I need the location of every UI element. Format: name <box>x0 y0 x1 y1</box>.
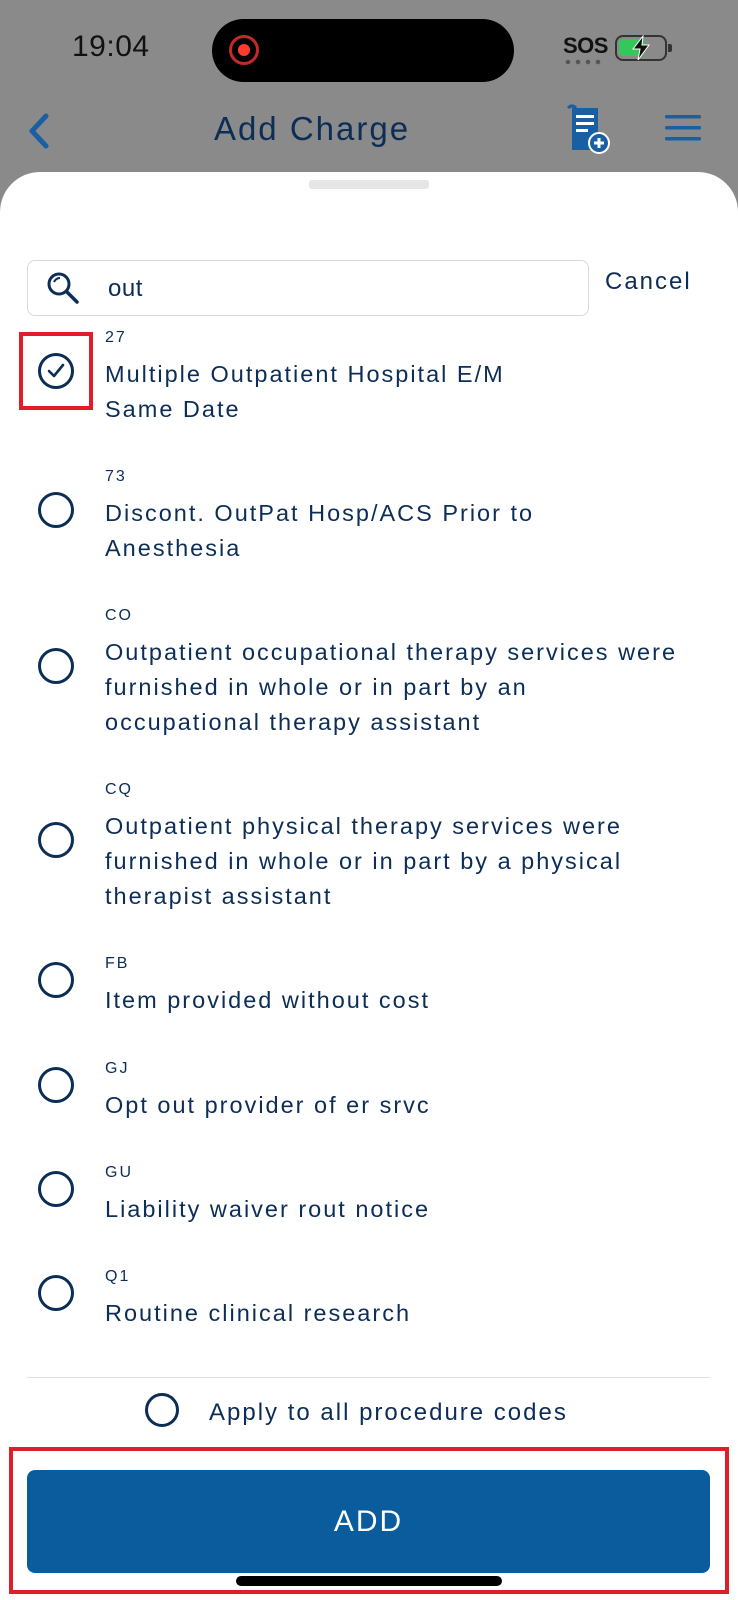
signal-dots-icon <box>563 59 605 65</box>
battery-charging-icon <box>615 35 667 61</box>
radio-icon[interactable] <box>38 822 74 858</box>
apply-all-toggle[interactable] <box>0 1387 738 1437</box>
checked-radio-icon[interactable] <box>38 353 74 389</box>
home-indicator[interactable] <box>236 1576 502 1586</box>
modifier-description: Routine clinical research <box>105 1300 412 1322</box>
modifier-description: Outpatient physical therapy services were furnished in whole or in part by a physical therapist assistant <box>105 813 623 909</box>
search-icon <box>46 271 80 305</box>
radio-icon[interactable] <box>38 648 74 684</box>
modifier-description: Liability waiver rout notice <box>105 1196 431 1222</box>
status-bar <box>0 0 738 100</box>
modifier-description: Opt out provider of er srvc <box>105 1092 431 1118</box>
search-input[interactable] <box>108 271 568 307</box>
status-time: 19:04 <box>72 30 150 63</box>
radio-icon[interactable] <box>38 1067 74 1103</box>
modifier-description: Discont. OutPat Hosp/ACS Prior to Anesthesia <box>105 500 535 561</box>
modifier-description: Item provided without cost <box>105 987 430 1013</box>
radio-icon[interactable] <box>38 492 74 528</box>
divider <box>27 1377 710 1378</box>
radio-icon[interactable] <box>38 1171 74 1207</box>
page-title: Add Charge <box>213 110 411 147</box>
radio-icon[interactable] <box>145 1393 179 1427</box>
modifier-code: GJ <box>105 1060 130 1077</box>
modifier-description: Outpatient occupational therapy services were furnished in whole or in part by an occupational therapy assistant <box>105 639 678 735</box>
modifier-code: CO <box>105 607 133 624</box>
radio-icon[interactable] <box>38 1275 74 1311</box>
modifier-list[interactable] <box>0 329 738 1322</box>
modifier-code: CQ <box>105 781 133 798</box>
radio-icon[interactable] <box>38 962 74 998</box>
add-button[interactable]: ADD <box>27 1470 710 1573</box>
modifier-code: FB <box>105 955 130 972</box>
sos-indicator: SOS <box>563 33 608 58</box>
cancel-button[interactable]: Cancel <box>605 268 692 295</box>
modifier-sheet <box>0 172 738 1600</box>
apply-all-label: Apply to all procedure codes <box>209 1399 568 1426</box>
recording-icon <box>229 35 259 65</box>
modifier-code: Q1 <box>105 1268 131 1285</box>
modifier-code: GU <box>105 1164 133 1181</box>
dynamic-island <box>212 19 514 82</box>
search-box <box>27 260 589 316</box>
modifier-description: Multiple Outpatient Hospital E/M Same Date <box>105 361 505 422</box>
modifier-code: 27 <box>105 329 127 346</box>
modifier-code: 73 <box>105 468 127 485</box>
hamburger-menu-icon[interactable] <box>665 114 701 142</box>
nav-bar <box>0 100 738 172</box>
sheet-grabber[interactable] <box>309 180 429 189</box>
document-add-icon[interactable] <box>566 104 612 156</box>
